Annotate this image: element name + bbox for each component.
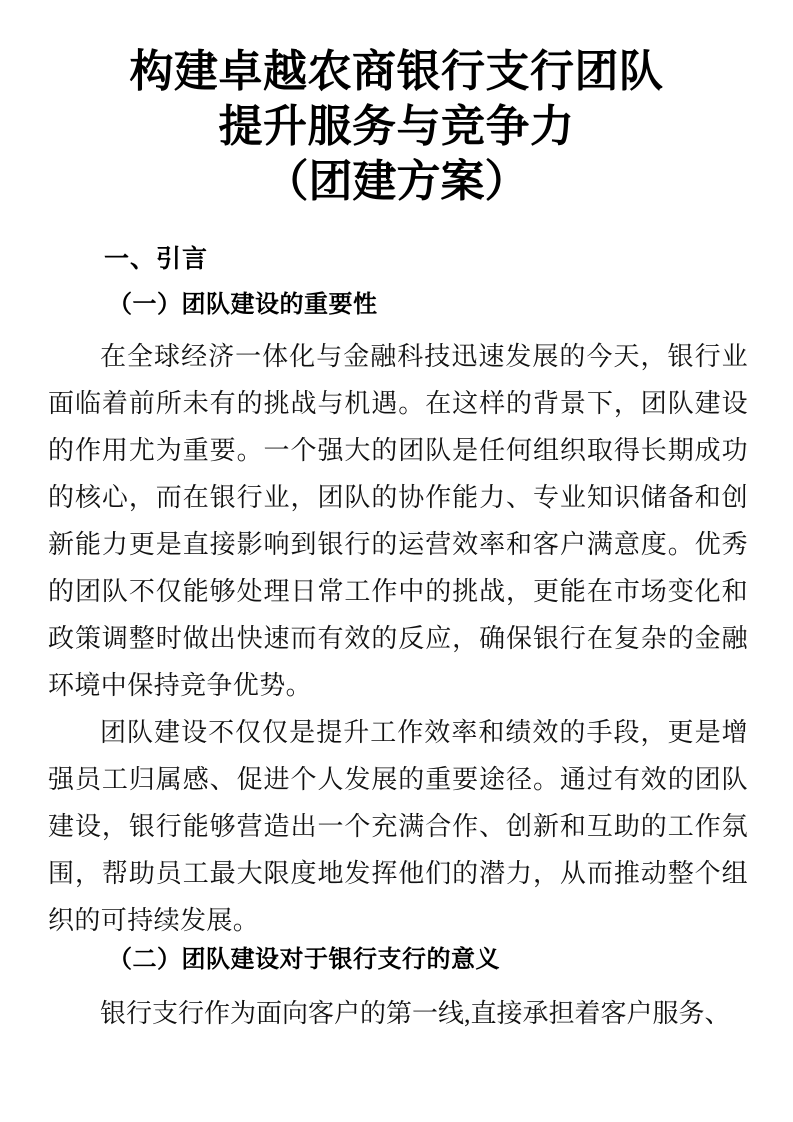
document-title-line-1: 构建卓越农商银行支行团队 — [129, 47, 664, 96]
body-paragraph-3-truncated: 银行支行作为面向客户的第一线,直接承担着客户服务、 — [100, 999, 731, 1028]
document-title — [0, 44, 793, 209]
subsection-heading-importance-of-team-building: （一）团队建设的重要性 — [108, 291, 378, 318]
document-title-line-3: （团建方案） — [264, 157, 529, 206]
subsection-heading-significance-for-branch: （二）团队建设对于银行支行的意义 — [108, 946, 500, 973]
document-title-line-2: 提升服务与竞争力 — [218, 102, 575, 151]
body-paragraph-2: 团队建设不仅仅是提升工作效率和绩效的手段，更是增强员工归属感、促进个人发展的重要途径。通过有效的团队建设，银行能够营造出一个充满合作、创新和互助的工作氛围，帮助员工最大限度地发挥他们的潜力，从而推动整个组织的可持续发展。 — [48, 718, 748, 935]
section-heading-introduction: 一、引言 — [104, 245, 209, 273]
body-paragraph-1: 在全球经济一体化与金融科技迅速发展的今天，银行业面临着前所未有的挑战与机遇。在这样的背景下，团队建设的作用尤为重要。一个强大的团队是任何组织取得长期成功的核心，而在银行业，团队的协作能力、专业知识储备和创新能力更是直接影响到银行的运营效率和客户满意度。优秀的团队不仅能够处理日常工作中的挑战，更能在市场变化和政策调整时做出快速而有效的反应，确保银行在复杂的金融环境中保持竞争优势。 — [48, 342, 748, 700]
